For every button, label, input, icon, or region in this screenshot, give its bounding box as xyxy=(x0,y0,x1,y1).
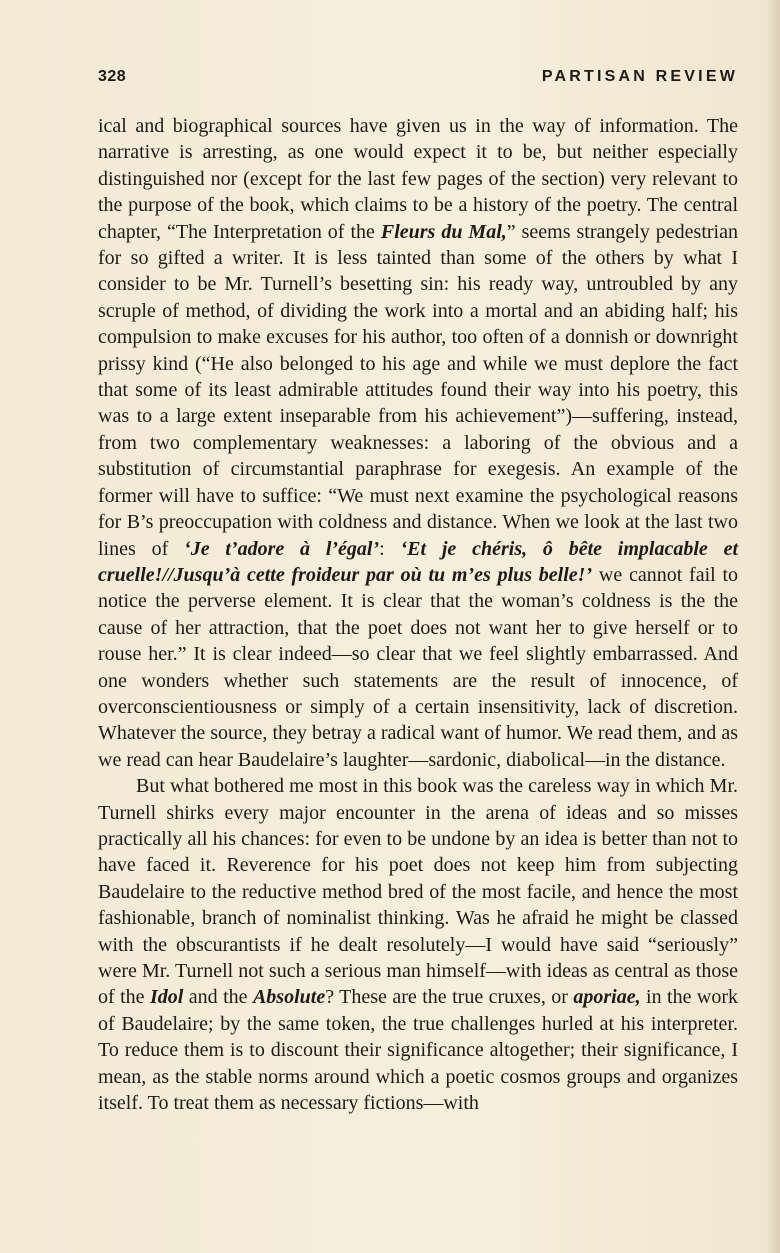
paragraph-text: ? These are the true cruxes, or xyxy=(325,986,574,1009)
paragraph-text: in the work of Baudelaire; by the same token, the true challenges hurled at his interpreter. To reduce them is to discount their significance altogether; their significance, I mean, as the stable norms around which a poetic cosmos groups and organizes itself. To treat them as necessary fictions—with xyxy=(98,986,739,1115)
paragraph-text: and the xyxy=(183,986,253,1009)
italic-text: Fleurs du Mal, xyxy=(380,220,507,243)
page-edge-shadow xyxy=(766,0,780,1253)
page-header xyxy=(98,68,738,92)
paragraph xyxy=(98,773,738,1116)
italic-text: ‘Je t’adore à l’égal’ xyxy=(184,537,380,560)
italic-text: Absolute xyxy=(252,986,326,1009)
paragraph-text: : xyxy=(379,537,401,560)
page-number: 328 xyxy=(98,68,127,85)
article-body xyxy=(98,113,738,1116)
paragraph xyxy=(98,113,738,773)
paragraph-text: ” seems strangely pedestrian for so gifted a writer. It is less tainted than some of the others by what I consider to be Mr. Turnell’s besetting sin: his ready way, untroubled by any scruple of method, of dividing the work into a mortal and an abiding half; his compulsion to make excuses for his author, too often of a donnish or downright prissy kind (“He also belonged to his age and while we must deplore the fact that some of its least admirable attitudes found their way into his poetry, this was to a large extent inseparable from his achievement”)—suffering, instead, from two complementary weaknesses: a laboring of the obvious and a substitution of circumstantial paraphrase for exegesis. An example of the former will have to suffice: “We must next examine the psychological reasons for B’s preoccupation with coldness and distance. When we look at the last two lines of xyxy=(98,220,738,560)
paragraph-text: But what bothered me most in this book was the careless way in which Mr. Turnell shirks every major encounter in the arena of ideas and so misses practically all his chances: for even to be undone by an idea is better than not to have faced it. Reverence for his poet does not keep him from subjecting Baudelaire to the reductive method bred of the most facile, and hence the most fashionable, branch of nominalist thinking. Was he afraid he might be classed with the obscurantists if he dealt resolutely—I would have said “seriously” were Mr. Turnell not such a serious man himself—with ideas as central as those of the xyxy=(98,775,738,1009)
italic-text: Idol xyxy=(149,986,184,1009)
running-head-journal-title: PARTISAN REVIEW xyxy=(541,68,738,85)
paragraph-text: we cannot fail to notice the perverse element. It is clear that the woman’s coldness is the the cause of her attraction, that the poet does not want her to give herself or to rouse her.” It is clear indeed—so clear that we feel slightly embarrassed. And one wonders whether such statements are the result of innocence, of overconscientiousness or simply of a certain insensitivity, lack of discretion. Whatever the source, they betray a radical want of humor. We read them, and as we read can hear Baudelaire’s laughter—sardonic, diabolical—in the distance. xyxy=(98,563,738,771)
italic-text: ‘Et je chéris, ô bête implacable et cruelle!//Jusqu’à cette froideur par où tu m’es plus belle!’ xyxy=(98,537,739,586)
italic-text: aporiae, xyxy=(573,986,641,1009)
paragraph-text: ical and biographical sources have given us in the way of information. The narrative is arresting, as one would expect it to be, but neither especially distinguished nor (except for the last few pages of the section) very relevant to the purpose of the book, which claims to be a history of the poetry. The central chapter, “The Interpretation of the xyxy=(98,115,738,243)
